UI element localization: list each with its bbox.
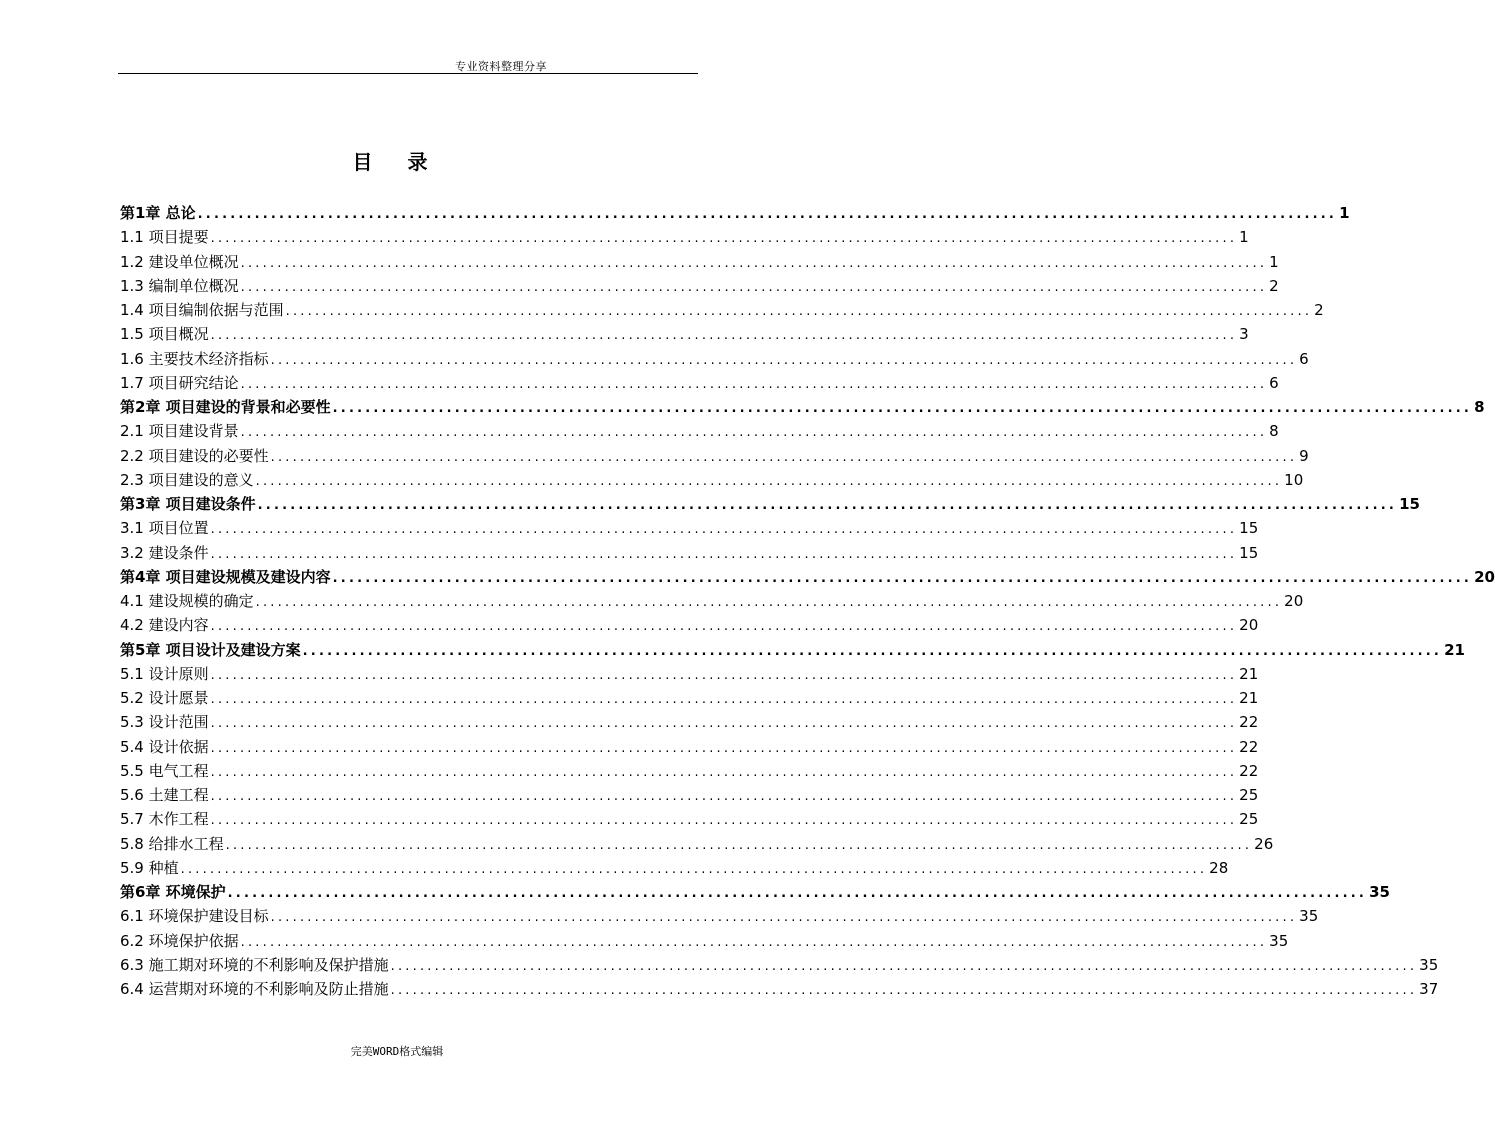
toc-dot-leader: ............................................................................................................................................	[210, 667, 1238, 683]
toc-page-number: 6	[1269, 373, 1279, 392]
toc-section-entry[interactable]	[120, 298, 1324, 322]
toc-section-entry[interactable]	[120, 977, 1439, 1001]
toc-page-number: 20	[1239, 616, 1259, 635]
toc-entry-label: 第5章 项目设计及建设方案	[120, 640, 301, 659]
toc-dot-leader: ............................................................................................................................................	[240, 255, 1268, 271]
toc-page-number: 22	[1239, 737, 1259, 756]
toc-entry-label: 4.1 建设规模的确定	[120, 592, 254, 610]
toc-entry-label: 5.4 设计依据	[120, 737, 209, 756]
toc-section-entry[interactable]	[120, 904, 1319, 928]
toc-chapter-entry[interactable]	[120, 201, 1350, 225]
header-rule	[118, 73, 698, 74]
toc-page-number: 15	[1239, 543, 1259, 562]
toc-entry-label: 1.6 主要技术经济指标	[120, 349, 269, 368]
toc-section-entry[interactable]	[120, 419, 1279, 443]
toc-entry-label: 1.3 编制单位概况	[120, 276, 239, 295]
toc-chapter-entry[interactable]	[120, 638, 1465, 662]
toc-dot-leader: ............................................................................................................................................	[255, 595, 1283, 610]
toc-page-number: 1	[1339, 204, 1350, 222]
toc-page-number: 25	[1239, 786, 1259, 804]
toc-entry-label: 2.1 项目建设背景	[120, 422, 239, 441]
toc-entry-label: 5.1 设计原则	[120, 664, 209, 683]
toc-entry-label: 1.7 项目研究结论	[120, 373, 239, 392]
toc-dot-leader: ............................................................................................................................................	[210, 716, 1238, 732]
toc-dot-leader: ............................................................................................................................................	[210, 546, 1238, 562]
toc-dot-leader: ............................................................................................................................................	[240, 934, 1268, 950]
toc-dot-leader: ............................................................................................................................................	[180, 861, 1208, 877]
toc-section-entry[interactable]	[120, 274, 1279, 298]
toc-section-entry[interactable]	[120, 613, 1259, 637]
toc-page-number: 26	[1254, 834, 1274, 853]
toc-section-entry[interactable]	[120, 953, 1439, 977]
toc-dot-leader: ............................................................................................................................................	[210, 619, 1238, 635]
toc-entry-label: 第2章 项目建设的背景和必要性	[120, 398, 331, 416]
toc-dot-leader: ............................................................................................................................................	[270, 910, 1298, 926]
toc-chapter-entry[interactable]	[120, 395, 1485, 419]
toc-chapter-entry[interactable]	[120, 880, 1390, 904]
page-title: 目 录	[352, 150, 442, 174]
toc-page-number: 37	[1419, 980, 1439, 998]
toc-section-entry[interactable]	[120, 710, 1259, 734]
toc-dot-leader: ............................................................................................................................................	[285, 304, 1313, 319]
toc-entry-label: 5.7 木作工程	[120, 810, 209, 829]
toc-dot-leader: ............................................................................................................................................	[210, 813, 1238, 829]
toc-dot-leader: ............................................................................................................................................	[302, 643, 1443, 659]
toc-entry-label: 2.3 项目建设的意义	[120, 470, 254, 489]
toc-dot-leader: ............................................................................................................................................	[332, 570, 1473, 586]
toc-page-number: 35	[1269, 931, 1289, 950]
toc-page-number: 21	[1239, 664, 1259, 683]
running-footer: 完美WORD格式编辑	[350, 1045, 444, 1058]
toc-page-number: 35	[1299, 907, 1319, 926]
toc-entry-label: 6.4 运营期对环境的不利影响及防止措施	[120, 980, 389, 998]
toc-dot-leader: ............................................................................................................................................	[210, 740, 1238, 756]
toc-entry-label: 1.2 建设单位概况	[120, 252, 239, 271]
toc-dot-leader: ............................................................................................................................................	[390, 958, 1418, 974]
toc-entry-label: 1.5 项目概况	[120, 325, 209, 344]
toc-entry-label: 第3章 项目建设条件	[120, 495, 256, 513]
toc-page-number: 2	[1269, 276, 1279, 295]
toc-entry-label: 5.9 种植	[120, 858, 179, 877]
toc-page-number: 21	[1444, 640, 1465, 659]
toc-dot-leader: ............................................................................................................................................	[240, 376, 1268, 392]
toc-entry-label: 2.2 项目建设的必要性	[120, 446, 269, 465]
toc-section-entry[interactable]	[120, 444, 1309, 468]
toc-page-number: 21	[1239, 689, 1259, 707]
toc-section-entry[interactable]	[120, 807, 1259, 831]
toc-entry-label: 3.1 项目位置	[120, 519, 209, 538]
toc-chapter-entry[interactable]	[120, 492, 1420, 516]
toc-page-number: 22	[1239, 761, 1259, 780]
toc-section-entry[interactable]	[120, 929, 1289, 953]
toc-entry-label: 6.1 环境保护建设目标	[120, 907, 269, 926]
toc-entry-label: 5.3 设计范围	[120, 713, 209, 732]
toc-page-number: 20	[1284, 592, 1304, 610]
toc-page-number: 6	[1299, 349, 1309, 368]
toc-dot-leader: ............................................................................................................................................	[240, 425, 1268, 441]
toc-section-entry[interactable]	[120, 371, 1279, 395]
toc-entry-label: 4.2 建设内容	[120, 616, 209, 635]
toc-dot-leader: ............................................................................................................................................	[210, 328, 1238, 344]
toc-page-number: 10	[1284, 470, 1304, 489]
toc-section-entry[interactable]	[120, 347, 1309, 371]
toc-entry-label: 1.4 项目编制依据与范围	[120, 301, 284, 319]
toc-dot-leader: ............................................................................................................................................	[210, 764, 1238, 780]
toc-page-number: 8	[1474, 398, 1485, 416]
toc-page-number: 20	[1474, 567, 1495, 586]
toc-entry-label: 6.3 施工期对环境的不利影响及保护措施	[120, 955, 389, 974]
toc-entry-label: 第1章 总论	[120, 204, 196, 222]
toc-page-number: 35	[1369, 883, 1390, 901]
toc-page-number: 15	[1239, 519, 1259, 538]
toc-section-entry[interactable]	[120, 686, 1259, 710]
toc-section-entry[interactable]	[120, 856, 1229, 880]
toc-page-number: 9	[1299, 446, 1309, 465]
toc-entry-label: 第4章 项目建设规模及建设内容	[120, 567, 331, 586]
toc-entry-label: 5.8 给排水工程	[120, 834, 224, 853]
toc-section-entry[interactable]	[120, 832, 1274, 856]
toc-section-entry[interactable]	[120, 468, 1304, 492]
toc-dot-leader: ............................................................................................................................................	[255, 473, 1283, 489]
toc-section-entry[interactable]	[120, 735, 1259, 759]
toc-dot-leader: ............................................................................................................................................	[332, 401, 1473, 416]
toc-page-number: 35	[1419, 955, 1439, 974]
running-header: 专业资料整理分享	[455, 60, 547, 73]
toc-page-number: 2	[1314, 301, 1324, 319]
toc-page-number: 1	[1239, 228, 1249, 247]
toc-dot-leader: ............................................................................................................................................	[257, 498, 1398, 513]
toc-page-number: 22	[1239, 713, 1259, 732]
toc-entry-label: 5.6 土建工程	[120, 786, 209, 804]
toc-dot-leader: ............................................................................................................................................	[197, 207, 1338, 222]
toc-dot-leader: ............................................................................................................................................	[390, 983, 1418, 998]
toc-dot-leader: ............................................................................................................................................	[225, 837, 1253, 853]
toc-dot-leader: ............................................................................................................................................	[210, 789, 1238, 804]
toc-section-entry[interactable]	[120, 516, 1259, 540]
toc-page-number: 8	[1269, 422, 1279, 441]
toc-dot-leader: ............................................................................................................................................	[210, 522, 1238, 538]
toc-chapter-entry[interactable]	[120, 565, 1495, 589]
toc-section-entry[interactable]	[120, 759, 1259, 783]
toc-dot-leader: ............................................................................................................................................	[210, 692, 1238, 707]
toc-entry-label: 5.5 电气工程	[120, 761, 209, 780]
toc-section-entry[interactable]	[120, 225, 1249, 249]
toc-dot-leader: ............................................................................................................................................	[270, 352, 1298, 368]
toc-page-number: 1	[1269, 252, 1279, 271]
toc-section-entry[interactable]	[120, 250, 1279, 274]
toc-page-number: 25	[1239, 810, 1259, 829]
toc-dot-leader: ............................................................................................................................................	[227, 886, 1368, 901]
toc-entry-label: 6.2 环境保护依据	[120, 931, 239, 950]
table-of-contents	[120, 201, 1495, 1001]
toc-page-number: 28	[1209, 858, 1229, 877]
toc-dot-leader: ............................................................................................................................................	[240, 279, 1268, 295]
toc-section-entry[interactable]	[120, 662, 1259, 686]
toc-section-entry[interactable]	[120, 783, 1259, 807]
toc-entry-label: 1.1 项目提要	[120, 228, 209, 247]
toc-section-entry[interactable]	[120, 322, 1249, 346]
toc-section-entry[interactable]	[120, 541, 1259, 565]
toc-dot-leader: ............................................................................................................................................	[210, 231, 1238, 247]
toc-dot-leader: ............................................................................................................................................	[270, 449, 1298, 465]
toc-entry-label: 第6章 环境保护	[120, 883, 226, 901]
toc-entry-label: 3.2 建设条件	[120, 543, 209, 562]
toc-entry-label: 5.2 设计愿景	[120, 689, 209, 707]
toc-page-number: 15	[1399, 495, 1420, 513]
toc-page-number: 3	[1239, 325, 1249, 344]
toc-section-entry[interactable]	[120, 589, 1304, 613]
